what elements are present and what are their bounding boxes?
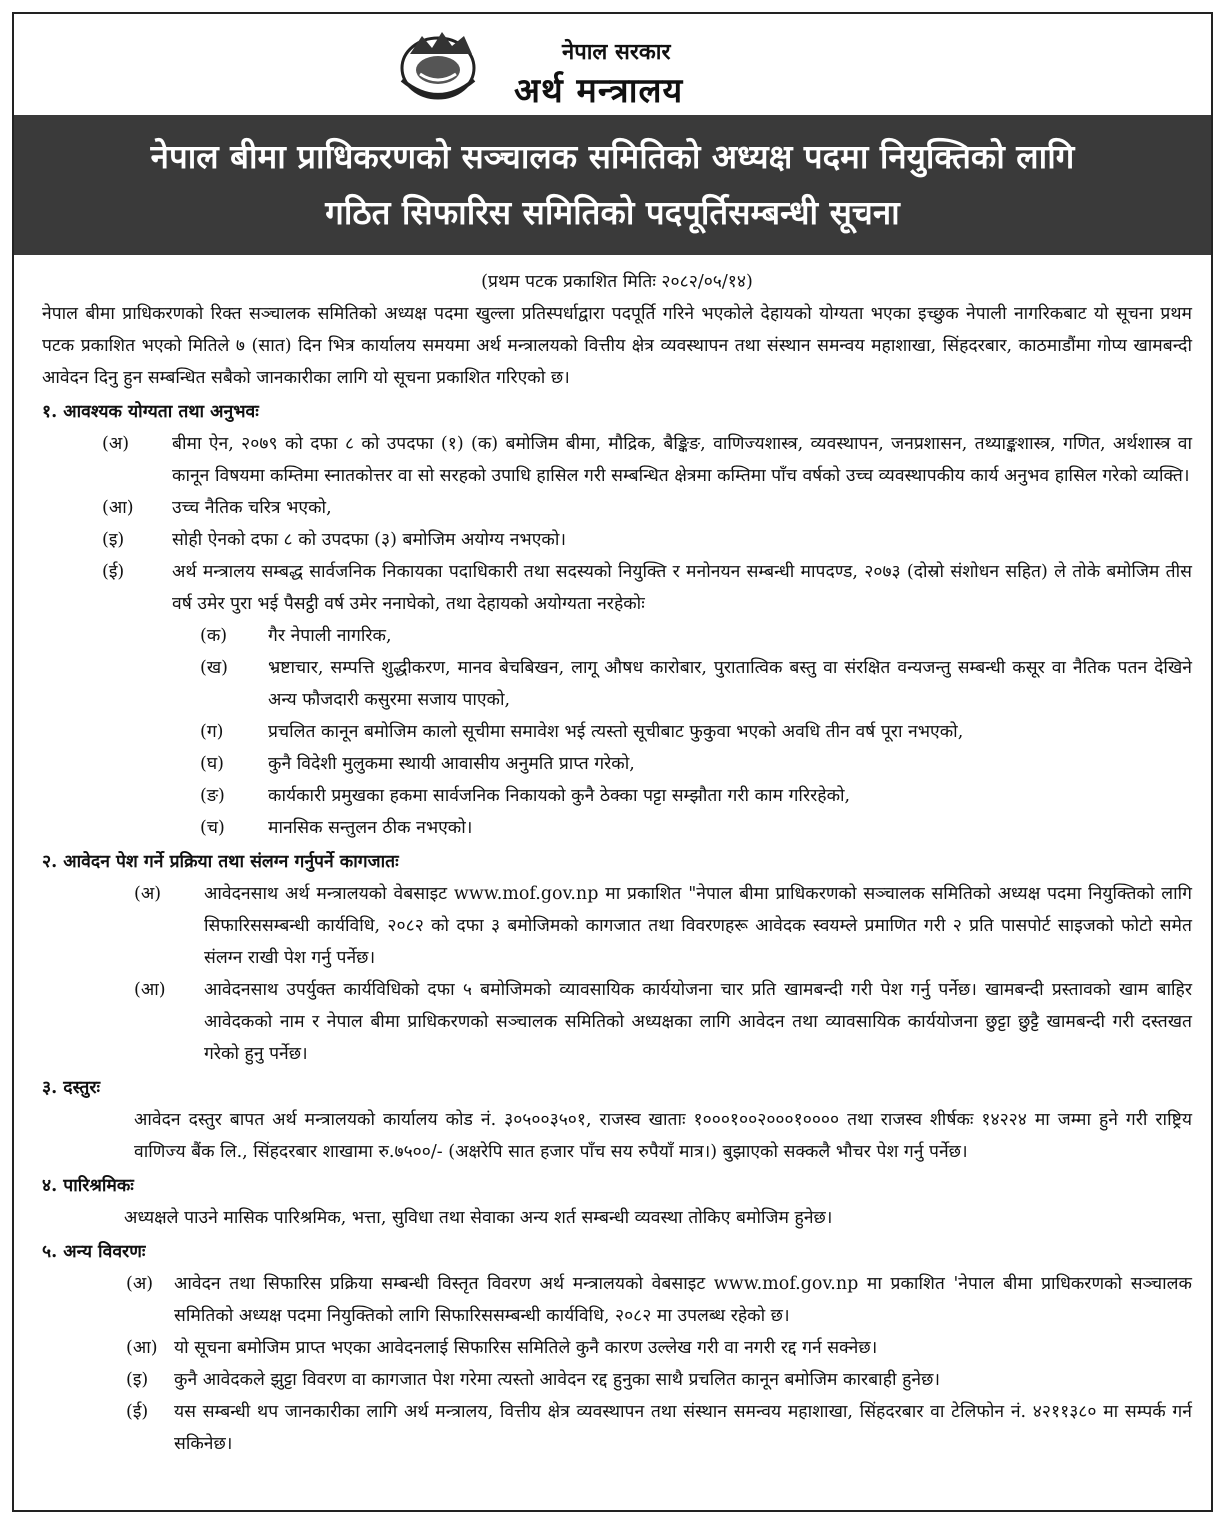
item-label: (आ) bbox=[126, 1338, 158, 1358]
list-item bbox=[42, 556, 1192, 620]
list-item bbox=[42, 1268, 1192, 1332]
remuneration-paragraph: अध्यक्षले पाउने मासिक पारिश्रमिक, भत्ता, सुविधा तथा सेवाका अन्य शर्त सम्बन्धी व्यवस्था तोकिए बमोजिम हुनेछ। bbox=[124, 1208, 833, 1228]
sub-list-item bbox=[42, 748, 1192, 780]
item-text: बीमा ऐन, २०७९ को दफा ८ को उपदफा (१) (क) बमोजिम बीमा, मौद्रिक, बैङ्किङ, वाणिज्यशास्त्र, व्यवस्थापन, जनप्रशासन, तथ्याङ्कशास्त्र, गणित, अर्थशास्त्र वा कानून विषयमा कम्तिमा स्नातकोत्तर वा सो सरहको उपाधि हासिल गरी सम्बन्धित क्षेत्रमा कम्तिमा पाँच वर्षको उच्च व्यवस्थापकीय कार्य अनुभव हासिल गरेको व्यक्ति। bbox=[172, 434, 1192, 486]
ministry-name: अर्थ मन्त्रालय bbox=[514, 71, 684, 111]
fee-paragraph: आवेदन दस्तुर बापत अर्थ मन्त्रालयको कार्यालय कोड नं. ३०५००३५०१, राजस्व खाताः १०००१००२०००१०००० तथा राजस्व शीर्षकः १४२२४ मा जम्मा हुने गरी राष्ट्रिय वाणिज्य बैंक लि., सिंहदरबार शाखामा रु.७५००/- (अक्षरेपि सात हजार पाँच सय रुपैयाँ मात्र।) बुझाएको सक्कलै भौचर पेश गर्नु पर्नेछ। bbox=[134, 1110, 1192, 1162]
item-label: (ख) bbox=[200, 658, 228, 678]
list-item bbox=[42, 428, 1192, 492]
item-text: गैर नेपाली नागरिक, bbox=[268, 626, 392, 646]
header bbox=[14, 14, 1211, 114]
item-label: (घ) bbox=[200, 754, 224, 774]
item-text: आवेदनसाथ अर्थ मन्त्रालयको वेबसाइट www.mof.gov.np मा प्रकाशित "नेपाल बीमा प्राधिकरणको सञ्चालक समितिको अध्यक्ष पदमा नियुक्तिको लागि सिफारिससम्बन्धी कार्यविधि, २०८२ को दफा ३ बमोजिमको कागजात तथा विवरणहरू आवेदक स्वयम्ले प्रमाणित गरी २ प्रति पासपोर्ट साइजको फोटो समेत संलग्न राखी पेश गर्नु पर्नेछ। bbox=[204, 884, 1192, 968]
title-line-2: गठित सिफारिस समितिको पदपूर्तिसम्बन्धी सूचना bbox=[325, 193, 900, 232]
sub-list-item bbox=[42, 652, 1192, 716]
item-label: (आ) bbox=[134, 980, 166, 1000]
list-item bbox=[42, 974, 1192, 1070]
sub-list-item bbox=[42, 780, 1192, 812]
notice-title-banner bbox=[14, 115, 1211, 255]
item-text: कार्यकारी प्रमुखका हकमा सार्वजनिक निकायको कुनै ठेक्का पट्टा सम्झौता गरी काम गरिरहेको, bbox=[268, 786, 851, 806]
government-emblem-icon bbox=[392, 24, 484, 104]
item-text: यो सूचना बमोजिम प्राप्त भएका आवेदनलाई सिफारिस समितिले कुनै कारण उल्लेख गरी वा नगरी रद्द गर्न सक्नेछ। bbox=[174, 1338, 878, 1358]
item-label: (क) bbox=[200, 626, 228, 646]
notice-frame bbox=[12, 12, 1213, 1512]
item-text: यस सम्बन्धी थप जानकारीका लागि अर्थ मन्त्रालय, वित्तीय क्षेत्र व्यवस्थापन तथा संस्थान समन्वय महाशाखा, सिंहदरबार वा टेलिफोन नं. ४२११३८० मा सम्पर्क गर्न सकिनेछ। bbox=[174, 1402, 1192, 1454]
item-label: (ग) bbox=[200, 722, 224, 742]
section-1-title: १. आवश्यक योग्यता तथा अनुभवः bbox=[42, 402, 259, 422]
item-label: (इ) bbox=[102, 530, 125, 550]
item-label: (च) bbox=[200, 818, 225, 838]
list-item bbox=[42, 1396, 1192, 1460]
item-text: प्रचलित कानून बमोजिम कालो सूचीमा समावेश भई त्यस्तो सूचीबाट फुकुवा भएको अवधि तीन वर्ष पूरा नभएको, bbox=[268, 722, 964, 742]
item-text: अर्थ मन्त्रालय सम्बद्ध सार्वजनिक निकायका पदाधिकारी तथा सदस्यको नियुक्ति र मनोनयन सम्बन्धी मापदण्ड, २०७३ (दोस्रो संशोधन सहित) ले तोके बमोजिम तीस वर्ष उमेर पुरा भई पैसट्ठी वर्ष उमेर ननाघेको, तथा देहायको अयोग्यता नरहेकोः bbox=[172, 562, 1192, 614]
list-item bbox=[42, 1332, 1192, 1364]
item-label: (अ) bbox=[126, 1274, 154, 1294]
item-text: आवेदन तथा सिफारिस प्रक्रिया सम्बन्धी विस्तृत विवरण अर्थ मन्त्रालयको वेबसाइट www.mof.gov.np मा प्रकाशित 'नेपाल बीमा प्राधिकरणको सञ्चालक समितिको अध्यक्ष पदमा नियुक्तिको लागि सिफारिससम्बन्धी कार्यविधि, २०८२ मा उपलब्ध रहेको छ। bbox=[174, 1274, 1192, 1326]
section-4-title: ४. पारिश्रमिकः bbox=[42, 1176, 134, 1196]
publish-date: (प्रथम पटक प्रकाशित मितिः २०८२/०५/१४) bbox=[481, 272, 753, 292]
list-item bbox=[42, 524, 1192, 556]
title-line-1: नेपाल बीमा प्राधिकरणको सञ्चालक समितिको अध्यक्ष पदमा नियुक्तिको लागि bbox=[150, 137, 1075, 176]
list-item bbox=[42, 1364, 1192, 1396]
list-item bbox=[42, 492, 1192, 524]
notice-body bbox=[42, 266, 1192, 1460]
section-3-title: ३. दस्तुरः bbox=[42, 1078, 101, 1098]
item-text: आवेदनसाथ उपर्युक्त कार्यविधिको दफा ५ बमोजिमको व्यावसायिक कार्ययोजना चार प्रति खामबन्दी गरी पेश गर्नु पर्नेछ। खामबन्दी प्रस्तावको खाम बाहिर आवेदकको नाम र नेपाल बीमा प्राधिकरणको सञ्चालक समितिको अध्यक्षका लागि आवेदन तथा व्यावसायिक कार्ययोजना छुट्टा छुट्टै खामबन्दी गरी दस्तखत गरेको हुनु पर्नेछ। bbox=[204, 980, 1192, 1064]
item-text: उच्च नैतिक चरित्र भएको, bbox=[172, 498, 332, 518]
item-text: कुनै आवेदकले झुट्टा विवरण वा कागजात पेश गरेमा त्यस्तो आवेदन रद्द हुनुका साथै प्रचलित कानून बमोजिम कारबाही हुनेछ। bbox=[174, 1370, 940, 1390]
item-text: कुनै विदेशी मुलुकमा स्थायी आवासीय अनुमति प्राप्त गरेको, bbox=[268, 754, 635, 774]
intro-paragraph: नेपाल बीमा प्राधिकरणको रिक्त सञ्चालक समितिको अध्यक्ष पदमा खुल्ला प्रतिस्पर्धाद्वारा पदपूर्ति गरिने भएकोले देहायको योग्यता भएका इच्छुक नेपाली नागरिकबाट यो सूचना प्रथम पटक प्रकाशित भएको मितिले ७ (सात) दिन भित्र कार्यालय समयमा अर्थ मन्त्रालयको वित्तीय क्षेत्र व्यवस्थापन तथा संस्थान समन्वय महाशाखा, सिंहदरबार, काठमाडौंमा गोप्य खामबन्दी आवेदन दिनु हुन सम्बन्धित सबैको जानकारीका लागि यो सूचना प्रकाशित गरिएको छ। bbox=[42, 304, 1192, 388]
section-2-title: २. आवेदन पेश गर्ने प्रक्रिया तथा संलग्न गर्नुपर्ने कागजातः bbox=[42, 852, 399, 872]
section-5-title: ५. अन्य विवरणः bbox=[42, 1242, 146, 1262]
item-label: (ई) bbox=[126, 1402, 149, 1422]
item-label: (आ) bbox=[102, 498, 134, 518]
list-item bbox=[42, 878, 1192, 974]
item-label: (ङ) bbox=[200, 786, 225, 806]
item-text: सोही ऐनको दफा ८ को उपदफा (३) बमोजिम अयोग्य नभएको। bbox=[172, 530, 566, 550]
item-text: भ्रष्टाचार, सम्पत्ति शुद्धीकरण, मानव बेचबिखन, लागू औषध कारोबार, पुरातात्विक बस्तु वा संरक्षित वन्यजन्तु सम्बन्धी कसूर वा नैतिक पतन देखिने अन्य फौजदारी कसुरमा सजाय पाएको, bbox=[268, 658, 1192, 710]
item-label: (अ) bbox=[102, 434, 130, 454]
item-label: (ई) bbox=[102, 562, 125, 582]
sub-list-item bbox=[42, 716, 1192, 748]
government-name: नेपाल सरकार bbox=[562, 39, 671, 65]
item-label: (अ) bbox=[134, 884, 162, 904]
sub-list-item bbox=[42, 620, 1192, 652]
item-label: (इ) bbox=[126, 1370, 149, 1390]
sub-list-item bbox=[42, 812, 1192, 844]
item-text: मानसिक सन्तुलन ठीक नभएको। bbox=[268, 818, 473, 838]
